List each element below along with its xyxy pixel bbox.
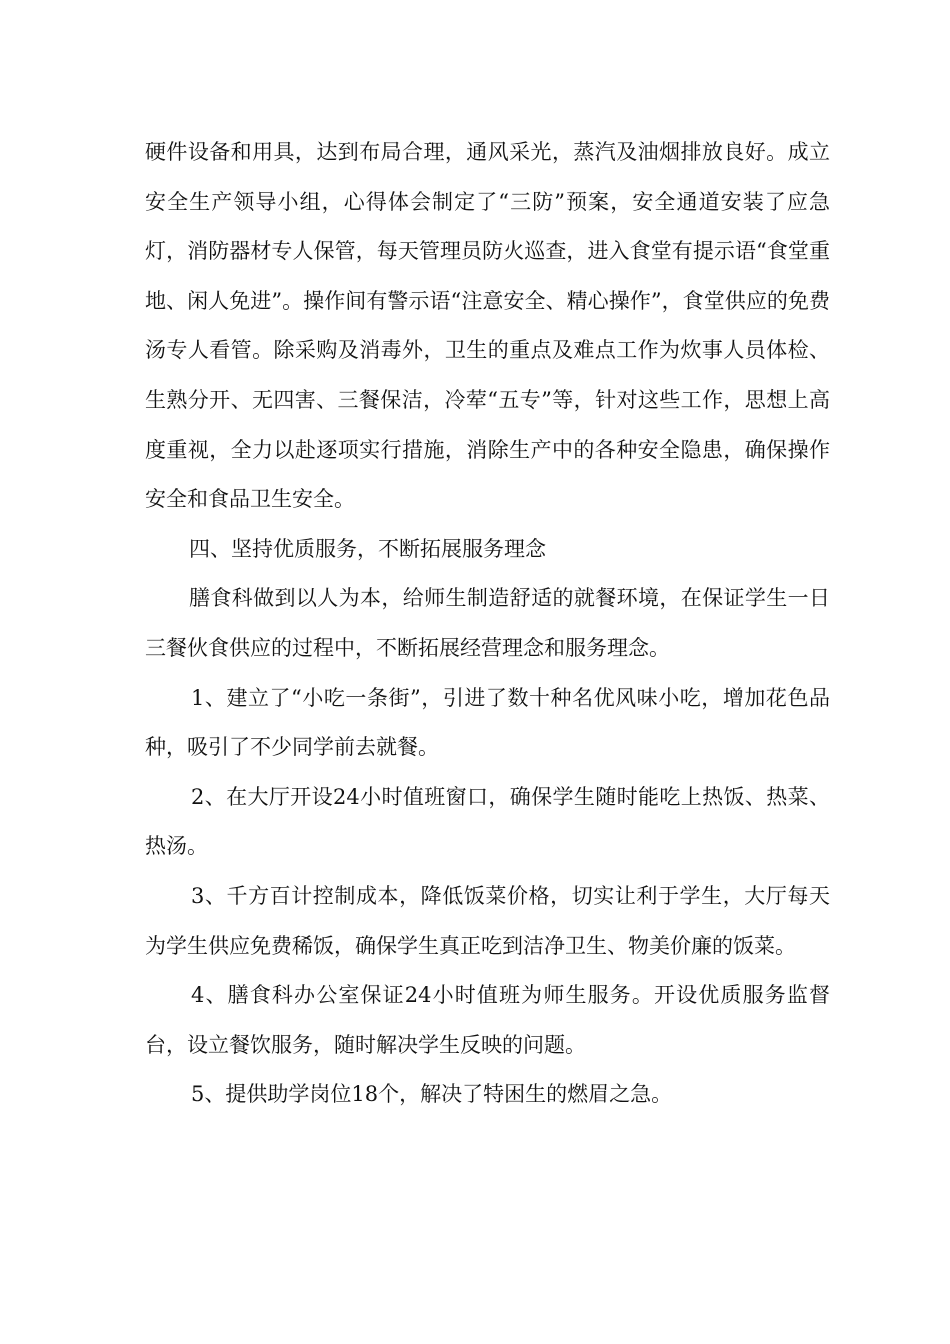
list-item-2: 2、在大厅开设24小时值班窗口，确保学生随时能吃上热饭、热菜、热汤。	[145, 784, 830, 859]
document-body	[145, 128, 830, 1120]
paragraph-service-intro: 膳食科做到以人为本，给师生制造舒适的就餐环境，在保证学生一日三餐伙食供应的过程中，不断拓展经营理念和服务理念。	[145, 586, 830, 660]
section-heading-four: 四、坚持优质服务，不断拓展服务理念	[189, 536, 546, 561]
list-item-4: 4、膳食科办公室保证24小时值班为师生服务。开设优质服务监督台，设立餐饮服务，随时解决学生反映的问题。	[145, 983, 830, 1057]
list-item-5: 5、提供助学岗位18个，解决了特困生的燃眉之急。	[191, 1082, 673, 1107]
paragraph-safety-continued: 硬件设备和用具，达到布局合理，通风采光，蒸汽及油烟排放良好。成立安全生产领导小组，心得体会制定了“三防”预案，安全通道安装了应急灯，消防器材专人保管，每天管理员防火巡查，进入食堂有提示语“食堂重地、闲人免进”。操作间有警示语“注意安全、精心操作”，食堂供应的免费汤专人看管。除采购及消毒外，卫生的重点及难点工作为炊事人员体检、生熟分开、无四害、三餐保洁，冷荤“五专”等，针对这些工作，思想上高度重视，全力以赴逐项实行措施，消除生产中的各种安全隐患，确保操作安全和食品卫生安全。	[145, 140, 830, 512]
list-item-3: 3、千方百计控制成本，降低饭菜价格，切实让利于学生，大厅每天为学生供应免费稀饭，确保学生真正吃到洁净卫生、物美价廉的饭菜。	[145, 883, 830, 958]
list-item-1: 1、建立了“小吃一条街”，引进了数十种名优风味小吃，增加花色品种，吸引了不少同学前去就餐。	[145, 685, 830, 760]
